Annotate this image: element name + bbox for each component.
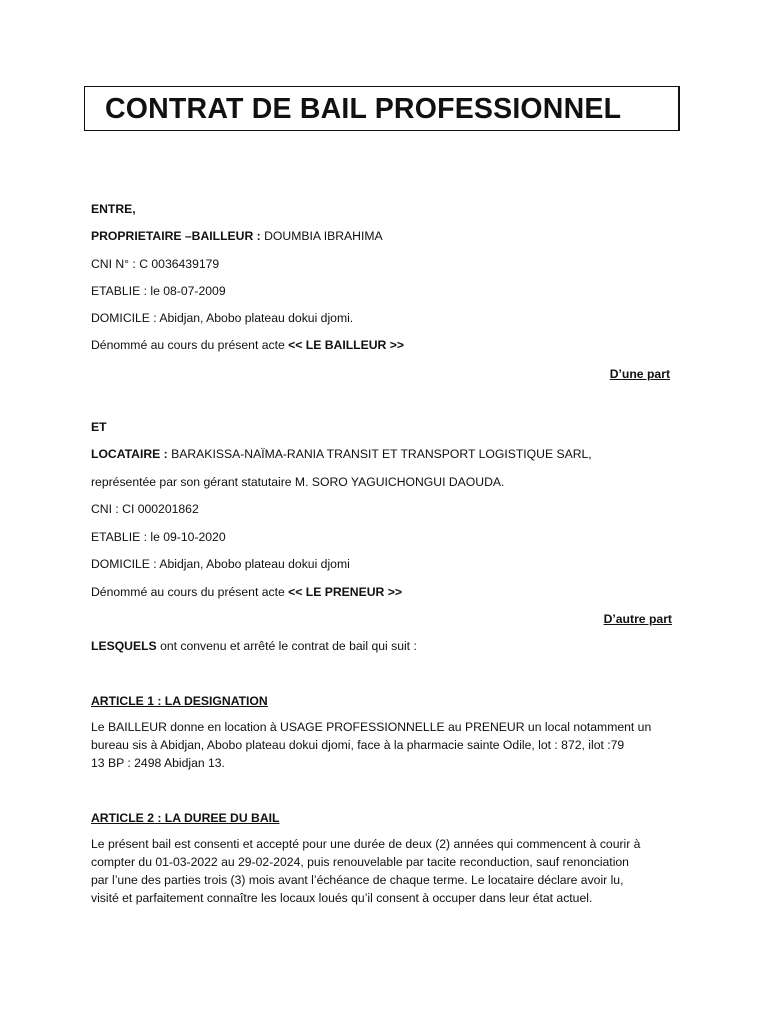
autre-part: D’autre part [603,612,672,626]
bailleur-cni: CNI N° : C 0036439179 [91,257,220,271]
locataire-etablie: ETABLIE : le 09-10-2020 [91,530,226,544]
article2-line: Le présent bail est consenti et accepté pour une durée de deux (2) années qui commencent à courir à [91,837,641,851]
preneur-denomme-text: Dénommé au cours du présent acte [91,585,289,599]
locataire-line [91,446,592,462]
locataire-represente: représentée par son gérant statutaire M. SORO YAGUICHONGUI DAOUDA. [91,475,505,489]
article1-body [91,718,691,772]
proprietaire-value: DOUMBIA IBRAHIMA [260,229,383,243]
article1-line: bureau sis à Abidjan, Abobo plateau dokui djomi, face à la pharmacie sainte Odile, lot : 872, ilot :79 [91,738,625,752]
article1-line: 13 BP : 2498 Abidjan 13. [91,756,225,770]
bailleur-etablie: ETABLIE : le 08-07-2009 [91,284,226,298]
article1-heading: ARTICLE 1 : LA DESIGNATION [91,694,268,708]
article2-line: par l’une des parties trois (3) mois avant l’échéance de chaque terme. Le locataire déclare avoir lu, [91,873,624,887]
locataire-cni: CNI : CI 000201862 [91,502,199,516]
article2-body [91,835,691,907]
entre-label: ENTRE, [91,202,136,216]
bailleur-denomme-value: << LE BAILLEUR >> [288,338,404,352]
preneur-denomme-value: << LE PRENEUR >> [288,585,402,599]
proprietaire-label: PROPRIETAIRE –BAILLEUR : [91,229,261,243]
une-part: D’une part [609,367,670,381]
lesquels-rest: ont convenu et arrêté le contrat de bail qui suit : [156,639,417,653]
locataire-domicile: DOMICILE : Abidjan, Abobo plateau dokui djomi [91,557,350,571]
locataire-label: LOCATAIRE : [91,447,168,461]
bailleur-denomme-text: Dénommé au cours du présent acte [91,338,289,352]
et-label: ET [91,420,107,434]
locataire-value: BARAKISSA-NAÏMA-RANIA TRANSIT ET TRANSPORT LOGISTIQUE SARL, [167,447,592,461]
title-box [84,86,680,131]
bailleur-denomme [91,337,404,353]
lesquels-line [91,638,417,654]
lesquels-bold: LESQUELS [91,639,157,653]
article2-line: compter du 01-03-2022 au 29-02-2024, puis renouvelable par tacite reconduction, sauf renonciation [91,855,629,869]
bailleur-domicile: DOMICILE : Abidjan, Abobo plateau dokui djomi. [91,311,354,325]
page-title: CONTRAT DE BAIL PROFESSIONNEL [105,93,622,125]
article1-line: Le BAILLEUR donne en location à USAGE PROFESSIONNELLE au PRENEUR un local notamment un [91,720,652,734]
article2-line: visité et parfaitement connaître les locaux loués qu’il consent à occuper dans leur état actuel. [91,891,593,905]
proprietaire-line [91,228,383,244]
article2-heading: ARTICLE 2 : LA DUREE DU BAIL [91,811,280,825]
preneur-denomme [91,584,402,600]
